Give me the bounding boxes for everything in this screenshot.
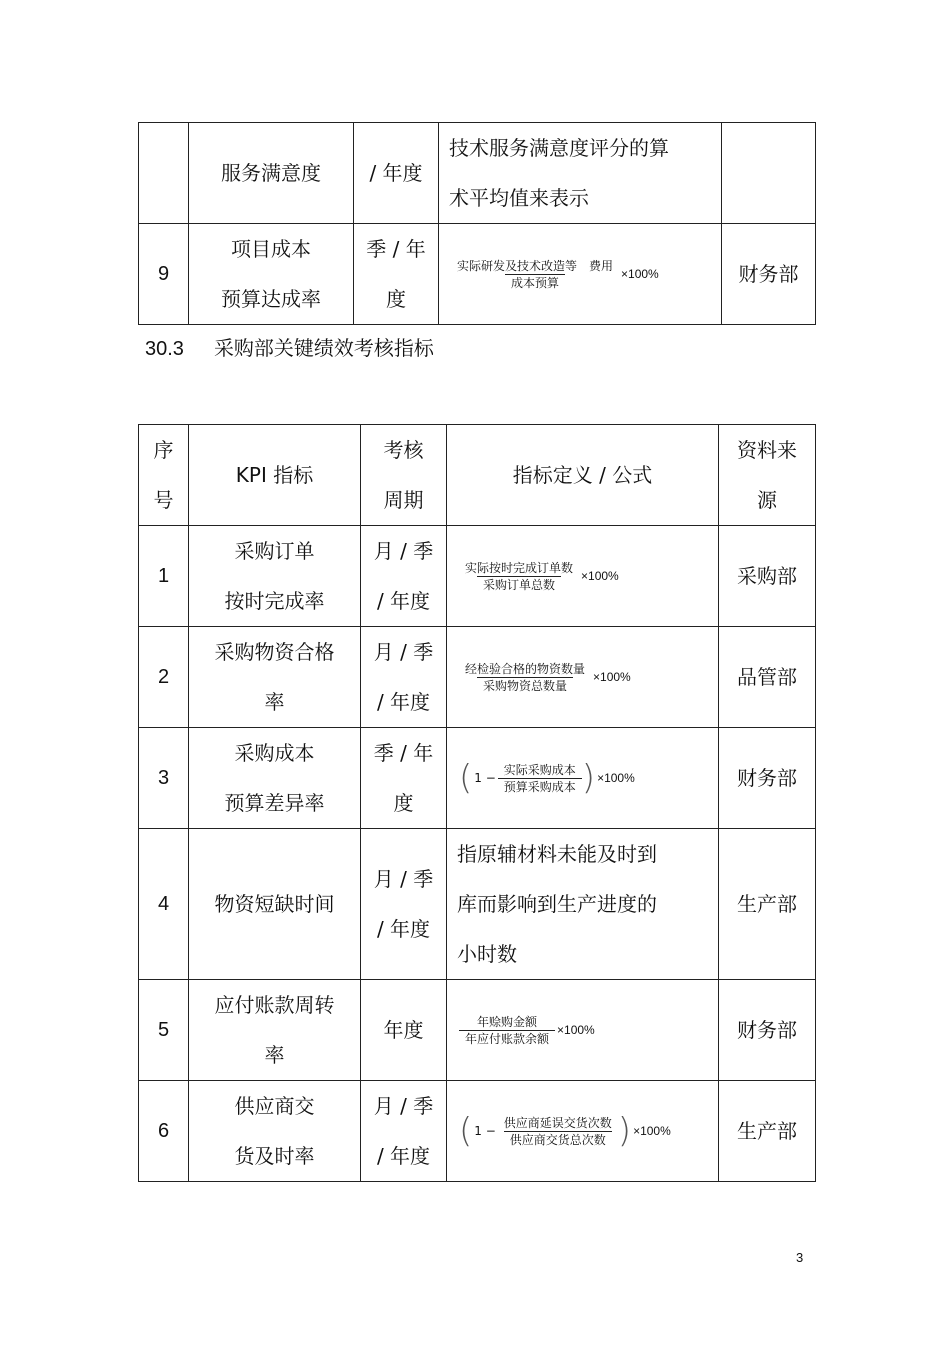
kpi-name: 服务满意度	[189, 123, 354, 224]
kpi-period: / 年度	[354, 123, 439, 224]
kpi-source: 品管部	[719, 627, 816, 728]
kpi-name: 应付账款周转 率	[189, 980, 361, 1081]
fraction	[451, 258, 619, 291]
kpi-formula	[447, 1081, 719, 1182]
kpi-formula	[447, 728, 719, 829]
kpi-period: 月 / 季 / 年度	[361, 829, 447, 980]
denominator: 采购物资总数量	[477, 677, 573, 694]
kpi-source: 生产部	[719, 1081, 816, 1182]
percent-suffix: ×100%	[633, 1124, 671, 1138]
kpi-formula	[447, 627, 719, 728]
numerator: 供应商延误交货次数	[503, 1115, 612, 1130]
table-row	[139, 526, 816, 627]
section-number: 30.3	[145, 338, 184, 360]
table-row	[139, 980, 816, 1081]
row-number: 3	[139, 728, 189, 829]
kpi-source: 生产部	[719, 829, 816, 980]
percent-suffix: ×100%	[597, 771, 635, 785]
table-row	[139, 829, 816, 980]
table-row	[139, 224, 816, 325]
one-minus: 1 −	[474, 771, 496, 785]
table-row	[139, 1081, 816, 1182]
row-number	[139, 123, 189, 224]
kpi-name: 采购成本 预算差异率	[189, 728, 361, 829]
fraction	[459, 560, 579, 593]
kpi-period: 月 / 季 / 年度	[361, 627, 447, 728]
kpi-source: 财务部	[719, 728, 816, 829]
row-number: 9	[139, 224, 189, 325]
percent-suffix: ×100%	[593, 670, 631, 684]
table-row	[139, 728, 816, 829]
fraction	[459, 661, 591, 694]
percent-suffix: ×100%	[581, 569, 619, 583]
section-title: 采购部关键绩效考核指标	[213, 336, 434, 360]
table-row	[139, 123, 816, 224]
kpi-definition: 指原辅材料未能及时到 库而影响到生产进度的 小时数	[447, 829, 719, 980]
kpi-period: 月 / 季 / 年度	[361, 526, 447, 627]
kpi-formula	[447, 980, 719, 1081]
denominator: 成本预算	[505, 274, 565, 291]
kpi-source: 财务部	[719, 980, 816, 1081]
numerator: 实际研发及技术改造等 费用	[457, 258, 614, 273]
kpi-period: 季 / 年 度	[354, 224, 439, 325]
header-period: 考核 周期	[361, 425, 447, 526]
row-number: 6	[139, 1081, 189, 1182]
denominator: 采购订单总数	[477, 576, 561, 593]
denominator: 预算采购成本	[498, 778, 582, 795]
kpi-name: 物资短缺时间	[189, 829, 361, 980]
table-row	[139, 627, 816, 728]
fraction	[498, 762, 582, 795]
kpi-period: 年度	[361, 980, 447, 1081]
numerator: 经检验合格的物资数量	[465, 661, 586, 676]
left-paren: (	[459, 1111, 473, 1151]
one-minus: 1 −	[474, 1124, 496, 1138]
purchasing-kpi-table	[138, 424, 816, 1182]
top-kpi-table	[138, 122, 816, 325]
row-number: 4	[139, 829, 189, 980]
fraction	[459, 1014, 555, 1047]
kpi-formula	[447, 526, 719, 627]
kpi-period: 季 / 年 度	[361, 728, 447, 829]
section-heading	[145, 335, 434, 362]
row-number: 1	[139, 526, 189, 627]
row-number: 2	[139, 627, 189, 728]
right-paren: )	[617, 1111, 632, 1151]
kpi-source: 采购部	[719, 526, 816, 627]
kpi-source: 财务部	[722, 224, 816, 325]
denominator: 供应商交货总次数	[504, 1131, 612, 1148]
percent-suffix: ×100%	[621, 267, 659, 281]
numerator: 实际按时完成订单数	[465, 560, 574, 575]
header-no: 序 号	[139, 425, 189, 526]
kpi-period: 月 / 季 / 年度	[361, 1081, 447, 1182]
denominator: 年应付账款余额	[459, 1030, 555, 1047]
numerator: 年赊购金额	[477, 1014, 538, 1029]
right-paren: )	[581, 758, 596, 798]
table-header-row	[139, 425, 816, 526]
header-kpi: KPI 指标	[189, 425, 361, 526]
row-number: 5	[139, 980, 189, 1081]
kpi-name: 项目成本 预算达成率	[189, 224, 354, 325]
left-paren: (	[459, 758, 473, 798]
page-number: 3	[796, 1250, 804, 1265]
kpi-source	[722, 123, 816, 224]
kpi-definition: 技术服务满意度评分的算 术平均值来表示	[439, 123, 722, 224]
percent-suffix: ×100%	[557, 1023, 595, 1037]
fraction	[498, 1115, 618, 1148]
kpi-formula	[439, 224, 722, 325]
kpi-name: 采购物资合格 率	[189, 627, 361, 728]
numerator: 实际采购成本	[503, 762, 576, 777]
header-source: 资料来 源	[719, 425, 816, 526]
kpi-name: 供应商交 货及时率	[189, 1081, 361, 1182]
kpi-name: 采购订单 按时完成率	[189, 526, 361, 627]
header-definition: 指标定义 / 公式	[447, 425, 719, 526]
